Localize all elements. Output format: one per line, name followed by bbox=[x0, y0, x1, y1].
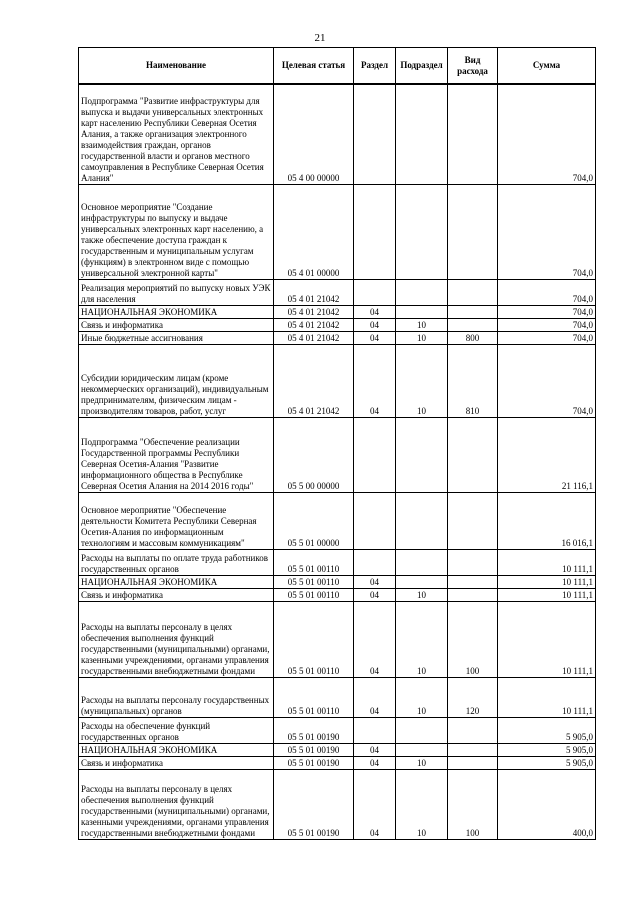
row-target-cell: 05 5 01 00190 bbox=[274, 743, 354, 756]
row-subsection-cell bbox=[396, 549, 448, 575]
row-section-cell: 04 bbox=[354, 756, 396, 769]
row-name-cell: Расходы на выплаты персоналу государственных (муниципальных) органов bbox=[79, 677, 274, 717]
row-name-cell: Субсидии юридическим лицам (кроме некоммерческих организаций), индивидуальным предпринимателям, физическим лицам - производителям товаров, работ, услуг bbox=[79, 344, 274, 417]
row-type-cell bbox=[448, 279, 498, 305]
row-type-cell bbox=[448, 717, 498, 743]
row-name-cell: Расходы на выплаты персоналу в целях обеспечения выполнения функций государственными (муниципальными) органами, казенными учреждениями, органами управления государственными внебюджетными фондами bbox=[79, 769, 274, 839]
row-name-cell: Иные бюджетные ассигнования bbox=[79, 331, 274, 344]
table-row bbox=[79, 549, 596, 575]
row-name-cell: Подпрограмма "Развитие инфраструктуры для выпуска и выдачи универсальных электронных карт населению Республики Северная Осетия Алания, а также организация электронного взаимодействия граждан, органов государственной власти и органов местного самоуправления в Республике Северная Осетия Алания" bbox=[79, 84, 274, 184]
table-row bbox=[79, 279, 596, 305]
row-sum-cell: 704,0 bbox=[498, 331, 596, 344]
row-section-cell: 04 bbox=[354, 305, 396, 318]
row-name-cell: Расходы на выплаты по оплате труда работников государственных органов bbox=[79, 549, 274, 575]
row-section-cell: 04 bbox=[354, 677, 396, 717]
row-name-cell: Связь и информатика bbox=[79, 756, 274, 769]
row-name-cell: Подпрограмма "Обеспечение реализации Государственной программы Республики Северная Осетия-Алания "Развитие информационного общества в Республике Северная Осетия Алания на 2014 2016 годы" bbox=[79, 417, 274, 492]
row-type-cell bbox=[448, 318, 498, 331]
row-target-cell: 05 5 01 00110 bbox=[274, 601, 354, 677]
row-subsection-cell: 10 bbox=[396, 588, 448, 601]
row-section-cell bbox=[354, 417, 396, 492]
row-subsection-cell bbox=[396, 417, 448, 492]
row-name-cell: Расходы на выплаты персоналу в целях обеспечения выполнения функций государственными (муниципальными) органами, казенными учреждениями, органами управления государственными внебюджетными фондами bbox=[79, 601, 274, 677]
table-row bbox=[79, 677, 596, 717]
row-name-cell: Реализация мероприятий по выпуску новых УЭК для населения bbox=[79, 279, 274, 305]
row-sum-cell: 5 905,0 bbox=[498, 756, 596, 769]
header-sum: Сумма bbox=[498, 48, 596, 85]
page-number: 21 bbox=[314, 32, 326, 44]
row-sum-cell: 704,0 bbox=[498, 84, 596, 184]
row-subsection-cell bbox=[396, 279, 448, 305]
row-subsection-cell bbox=[396, 575, 448, 588]
row-type-cell bbox=[448, 84, 498, 184]
row-type-cell bbox=[448, 575, 498, 588]
row-target-cell: 05 4 01 21042 bbox=[274, 331, 354, 344]
table-row bbox=[79, 331, 596, 344]
row-type-cell bbox=[448, 549, 498, 575]
row-section-cell: 04 bbox=[354, 344, 396, 417]
header-subsection: Подраздел bbox=[396, 48, 448, 85]
row-sum-cell: 21 116,1 bbox=[498, 417, 596, 492]
table-row bbox=[79, 743, 596, 756]
row-target-cell: 05 5 01 00110 bbox=[274, 588, 354, 601]
table-row bbox=[79, 318, 596, 331]
row-sum-cell: 10 111,1 bbox=[498, 588, 596, 601]
row-subsection-cell: 10 bbox=[396, 769, 448, 839]
row-type-cell bbox=[448, 588, 498, 601]
row-target-cell: 05 5 01 00110 bbox=[274, 549, 354, 575]
row-target-cell: 05 5 01 00190 bbox=[274, 756, 354, 769]
row-type-cell bbox=[448, 305, 498, 318]
table-row bbox=[79, 588, 596, 601]
row-target-cell: 05 4 01 21042 bbox=[274, 305, 354, 318]
row-name-cell: НАЦИОНАЛЬНАЯ ЭКОНОМИКА bbox=[79, 305, 274, 318]
row-name-cell: Расходы на обеспечение функций государственных органов bbox=[79, 717, 274, 743]
row-type-cell bbox=[448, 756, 498, 769]
row-target-cell: 05 4 01 21042 bbox=[274, 344, 354, 417]
row-subsection-cell: 10 bbox=[396, 677, 448, 717]
row-sum-cell: 10 111,1 bbox=[498, 601, 596, 677]
row-section-cell bbox=[354, 279, 396, 305]
row-sum-cell: 5 905,0 bbox=[498, 743, 596, 756]
row-section-cell: 04 bbox=[354, 331, 396, 344]
row-subsection-cell bbox=[396, 84, 448, 184]
row-sum-cell: 704,0 bbox=[498, 279, 596, 305]
row-sum-cell: 10 111,1 bbox=[498, 677, 596, 717]
header-target: Целевая статья bbox=[274, 48, 354, 85]
row-target-cell: 05 5 01 00000 bbox=[274, 492, 354, 549]
row-sum-cell: 704,0 bbox=[498, 184, 596, 279]
table-row bbox=[79, 417, 596, 492]
row-target-cell: 05 4 01 21042 bbox=[274, 279, 354, 305]
row-section-cell bbox=[354, 549, 396, 575]
row-section-cell bbox=[354, 717, 396, 743]
row-type-cell bbox=[448, 492, 498, 549]
row-name-cell: НАЦИОНАЛЬНАЯ ЭКОНОМИКА bbox=[79, 743, 274, 756]
row-section-cell bbox=[354, 184, 396, 279]
header-row bbox=[79, 48, 596, 85]
row-name-cell: Связь и информатика bbox=[79, 588, 274, 601]
row-type-cell: 100 bbox=[448, 601, 498, 677]
row-section-cell bbox=[354, 492, 396, 549]
table-row bbox=[79, 305, 596, 318]
row-subsection-cell bbox=[396, 184, 448, 279]
table-row bbox=[79, 575, 596, 588]
row-target-cell: 05 5 01 00110 bbox=[274, 677, 354, 717]
row-subsection-cell: 10 bbox=[396, 344, 448, 417]
row-name-cell: НАЦИОНАЛЬНАЯ ЭКОНОМИКА bbox=[79, 575, 274, 588]
row-type-cell: 120 bbox=[448, 677, 498, 717]
row-subsection-cell bbox=[396, 305, 448, 318]
row-sum-cell: 10 111,1 bbox=[498, 549, 596, 575]
row-sum-cell: 704,0 bbox=[498, 318, 596, 331]
row-target-cell: 05 5 00 00000 bbox=[274, 417, 354, 492]
row-type-cell bbox=[448, 184, 498, 279]
row-section-cell: 04 bbox=[354, 769, 396, 839]
row-subsection-cell: 10 bbox=[396, 331, 448, 344]
row-name-cell: Основное мероприятие "Обеспечение деятельности Комитета Республики Северная Осетия-Алания по информационным технологиям и массовым коммуникациям" bbox=[79, 492, 274, 549]
row-type-cell bbox=[448, 743, 498, 756]
row-target-cell: 05 4 01 00000 bbox=[274, 184, 354, 279]
row-sum-cell: 5 905,0 bbox=[498, 717, 596, 743]
row-section-cell: 04 bbox=[354, 601, 396, 677]
row-type-cell: 800 bbox=[448, 331, 498, 344]
table-row bbox=[79, 717, 596, 743]
row-sum-cell: 400,0 bbox=[498, 769, 596, 839]
row-sum-cell: 16 016,1 bbox=[498, 492, 596, 549]
row-subsection-cell: 10 bbox=[396, 756, 448, 769]
row-subsection-cell: 10 bbox=[396, 601, 448, 677]
row-target-cell: 05 4 01 21042 bbox=[274, 318, 354, 331]
row-sum-cell: 704,0 bbox=[498, 305, 596, 318]
row-sum-cell: 704,0 bbox=[498, 344, 596, 417]
header-section: Раздел bbox=[354, 48, 396, 85]
row-target-cell: 05 4 00 00000 bbox=[274, 84, 354, 184]
row-subsection-cell bbox=[396, 743, 448, 756]
header-type: Вид расхода bbox=[448, 48, 498, 85]
table-row bbox=[79, 601, 596, 677]
budget-table bbox=[78, 47, 596, 840]
row-section-cell: 04 bbox=[354, 575, 396, 588]
row-type-cell: 810 bbox=[448, 344, 498, 417]
row-target-cell: 05 5 01 00110 bbox=[274, 575, 354, 588]
row-subsection-cell: 10 bbox=[396, 318, 448, 331]
row-section-cell: 04 bbox=[354, 743, 396, 756]
table-row bbox=[79, 344, 596, 417]
table-row bbox=[79, 769, 596, 839]
row-section-cell: 04 bbox=[354, 588, 396, 601]
row-type-cell bbox=[448, 417, 498, 492]
row-target-cell: 05 5 01 00190 bbox=[274, 769, 354, 839]
table-row bbox=[79, 492, 596, 549]
row-section-cell bbox=[354, 84, 396, 184]
row-section-cell: 04 bbox=[354, 318, 396, 331]
table-row bbox=[79, 756, 596, 769]
table-row bbox=[79, 184, 596, 279]
row-subsection-cell bbox=[396, 717, 448, 743]
row-target-cell: 05 5 01 00190 bbox=[274, 717, 354, 743]
row-subsection-cell bbox=[396, 492, 448, 549]
table-row bbox=[79, 84, 596, 184]
row-name-cell: Связь и информатика bbox=[79, 318, 274, 331]
header-name: Наименование bbox=[79, 48, 274, 85]
row-sum-cell: 10 111,1 bbox=[498, 575, 596, 588]
row-type-cell: 100 bbox=[448, 769, 498, 839]
row-name-cell: Основное мероприятие "Создание инфраструктуры по выпуску и выдаче универсальных электронных карт населению, а также обеспечение доступа граждан к государственным и муниципальным услугам (функциям) в электронном виде с помощью универсальной электронной карты" bbox=[79, 184, 274, 279]
